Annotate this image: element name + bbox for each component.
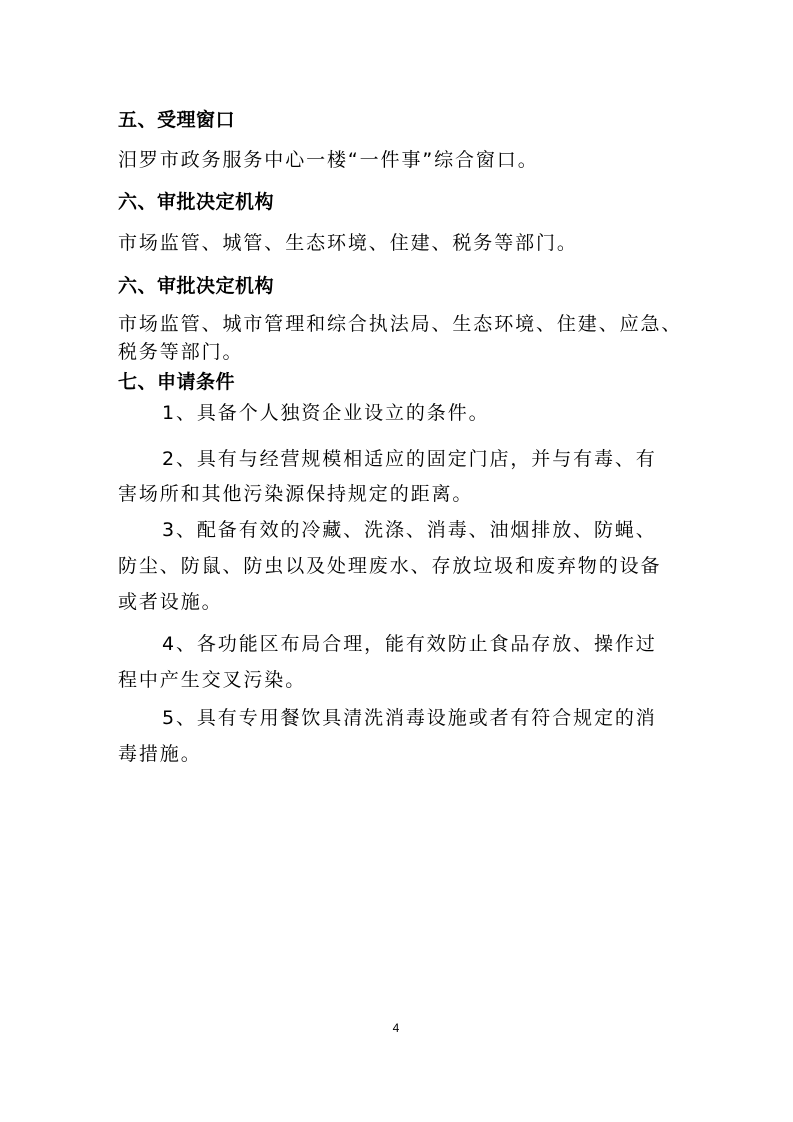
section-heading-approval-authority-revised: 六、审批决定机构	[118, 275, 275, 297]
section-heading-acceptance-window: 五、受理窗口	[118, 109, 236, 131]
condition-5-line-1: 5、具有专用餐饮具清洗消毒设施或者有符合规定的消	[162, 707, 657, 729]
condition-3-line-2: 防尘、防鼠、防虫以及处理废水、存放垃圾和废弃物的设备	[118, 555, 662, 577]
approval-authority-revised-line-2: 税务等部门。	[118, 341, 244, 363]
approval-authority-revised-line-1: 市场监管、城市管理和综合执法局、生态环境、住建、应急、	[118, 313, 683, 335]
section-heading-approval-authority: 六、审批决定机构	[118, 191, 275, 213]
page-number: 4	[392, 1021, 400, 1035]
approval-authority-text: 市场监管、城管、生态环境、住建、税务等部门。	[118, 232, 578, 254]
acceptance-window-text: 汨罗市政务服务中心一楼“一件事”综合窗口。	[118, 149, 539, 171]
condition-2-line-1: 2、具有与经营规模相适应的固定门店，并与有毒、有	[162, 448, 657, 470]
section-heading-application-conditions: 七、申请条件	[118, 371, 236, 393]
condition-4-line-1: 4、各功能区布局合理，能有效防止食品存放、操作过	[162, 633, 657, 655]
condition-1-line-1: 1、具备个人独资企业设立的条件。	[162, 402, 490, 424]
condition-4-line-2: 程中产生交叉污染。	[118, 669, 307, 691]
condition-5-line-2: 毒措施。	[118, 743, 202, 765]
condition-3-line-3: 或者设施。	[118, 591, 223, 613]
condition-3-line-1: 3、配备有效的冷藏、洗涤、消毒、油烟排放、防蝇、	[162, 519, 657, 541]
condition-2-line-2: 害场所和其他污染源保持规定的距离。	[118, 483, 474, 505]
